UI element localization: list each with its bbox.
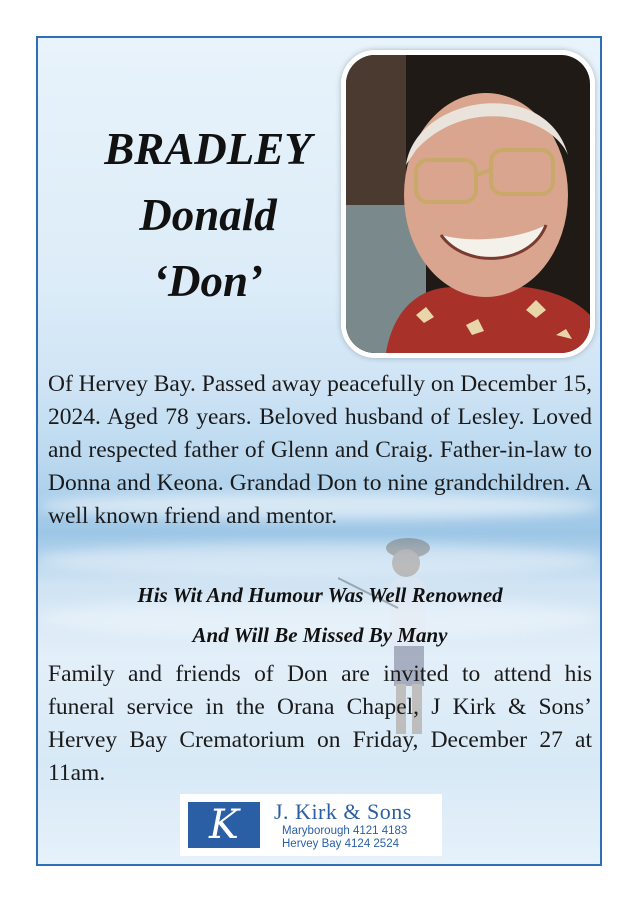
death-notice-card xyxy=(36,36,602,866)
surname: BRADLEY xyxy=(104,124,312,174)
tribute-line-2: And Will Be Missed By Many xyxy=(192,623,448,647)
given-name: Donald xyxy=(139,190,277,240)
funeral-home-logo xyxy=(180,794,442,856)
portrait-photo xyxy=(341,50,595,358)
hervey-bay-phone: Hervey Bay 4124 2524 xyxy=(282,838,399,850)
wave-decoration xyxy=(38,543,600,577)
k-monogram-icon: K xyxy=(188,802,260,848)
tribute-line-1: His Wit And Humour Was Well Renowned xyxy=(137,583,503,607)
intro-paragraph: Of Hervey Bay. Passed away peacefully on December 15, 2024. Aged 78 years. Beloved husband of Lesley. Loved and respected father of Glenn and Craig. Father-in-law to Donna and Keona. Grandad Don to nine grandchildren. A well known friend and mentor. xyxy=(48,371,592,529)
deceased-name xyxy=(58,116,358,314)
service-paragraph: Family and friends of Don are invited to attend his funeral service in the Orana Chapel, J Kirk & Sons’ Hervey Bay Crematorium on Friday, December 27 at 11am. xyxy=(48,661,592,786)
maryborough-phone: Maryborough 4121 4183 xyxy=(282,825,408,837)
nickname: ‘Don’ xyxy=(153,256,263,306)
funeral-home-name: J. Kirk & Sons xyxy=(274,799,412,824)
